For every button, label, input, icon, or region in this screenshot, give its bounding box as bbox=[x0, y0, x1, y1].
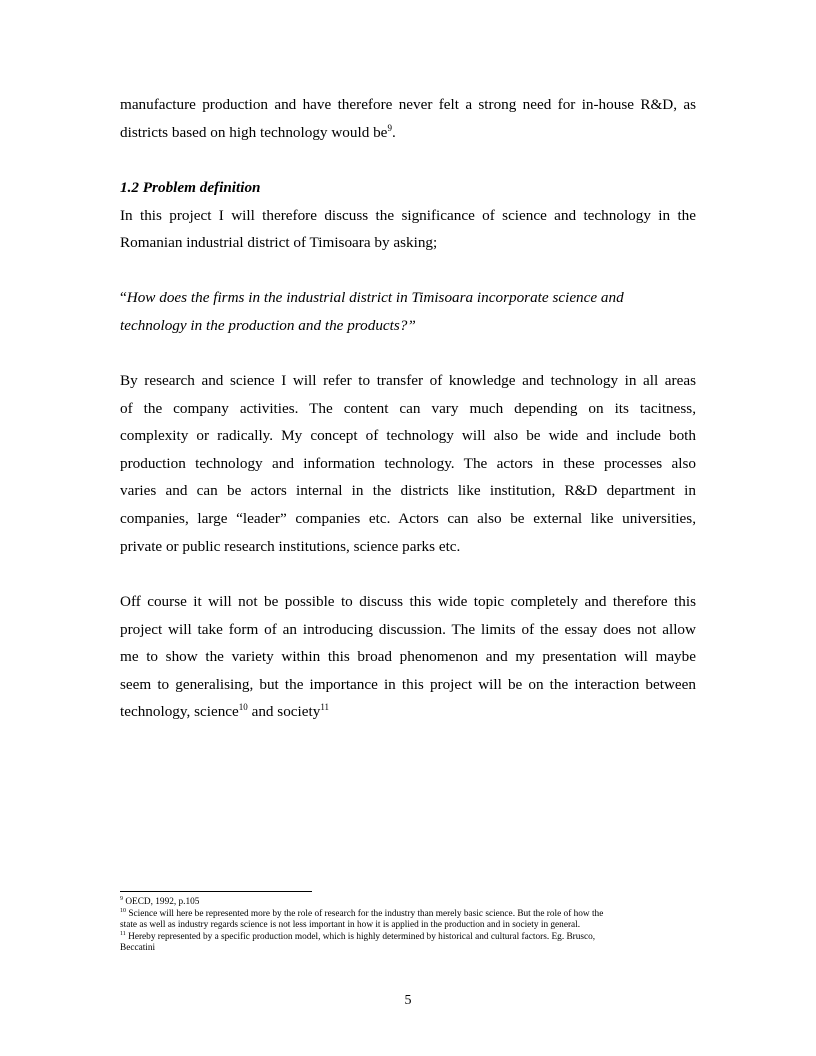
footnote-number: 11 bbox=[120, 930, 126, 937]
footnote-ref-9[interactable]: 9 bbox=[387, 122, 392, 133]
question-text: How does the firms in the industrial district in Timisoara incorporate science and bbox=[126, 289, 624, 306]
footnote-10 bbox=[120, 909, 696, 921]
footnote-number: 10 bbox=[120, 907, 126, 914]
text-fragment: districts based on high technology would be bbox=[120, 123, 388, 141]
text-line: project will take form of an introducing discussion. The limits of the essay does not allow bbox=[120, 620, 696, 638]
paragraph-research-science bbox=[120, 367, 696, 560]
footnote-11-continued: Beccatini bbox=[120, 943, 156, 953]
text-line: production technology and information technology. The actors in these processes also bbox=[120, 454, 696, 472]
text-line: private or public research institutions, science parks etc. bbox=[120, 537, 461, 555]
text-line: complexity or radically. My concept of technology will also be wide and include both bbox=[120, 427, 696, 445]
footnote-text: OECD, 1992, p.105 bbox=[123, 897, 200, 907]
text-line: seem to generalising, but the importance in this project will be on the interaction between bbox=[120, 675, 696, 693]
footnote-separator bbox=[120, 891, 312, 892]
section-heading: 1.2 Problem definition bbox=[120, 179, 261, 196]
open-quote: “ bbox=[120, 289, 127, 306]
footnote-10-continued: state as well as industry regards science is not less important in how it is applied in the production and in society in general. bbox=[120, 920, 581, 930]
continuation-paragraph bbox=[120, 91, 696, 146]
text-line: By research and science I will refer to transfer of knowledge and technology in all areas bbox=[120, 372, 696, 389]
footnotes bbox=[120, 897, 696, 955]
text-line: Romanian industrial district of Timisoara by asking; bbox=[120, 234, 438, 252]
text-line: varies and can be actors internal in the districts like institution, R&D department in bbox=[120, 482, 696, 500]
research-question bbox=[120, 284, 696, 339]
text-line: manufacture production and have therefore never felt a strong need for in-house R&D, as bbox=[120, 96, 696, 113]
footnote-11 bbox=[120, 932, 696, 944]
text-fragment: . bbox=[391, 123, 396, 141]
footnote-text: Science will here be represented more by the role of research for the industry than merely basic science. But the role of how the bbox=[126, 908, 604, 919]
text-line: companies, large “leader” companies etc. Actors can also be external like universities, bbox=[120, 509, 696, 527]
text-fragment: technology, science bbox=[120, 703, 239, 721]
text-line bbox=[120, 284, 696, 312]
footnote-9 bbox=[120, 897, 696, 909]
text-line bbox=[120, 119, 696, 147]
footnote-ref-11[interactable]: 11 bbox=[320, 702, 329, 713]
text-line: me to show the variety within this broad phenomenon and my presentation will maybe bbox=[120, 648, 696, 666]
page-number: 5 bbox=[404, 993, 412, 1008]
paragraph-limitations bbox=[120, 588, 696, 726]
question-text: technology in the production and the products?” bbox=[120, 316, 416, 334]
text-fragment: and society bbox=[247, 703, 321, 721]
footnote-ref-10[interactable]: 10 bbox=[238, 702, 248, 713]
text-line bbox=[120, 698, 696, 726]
text-line: of the company activities. The content can vary much depending on its tacitness, bbox=[120, 399, 696, 417]
footnote-text: Hereby represented by a specific production model, which is highly determined by historical and cultural factors. Eg. Brusco, bbox=[125, 931, 596, 942]
problem-definition-section bbox=[120, 174, 696, 257]
footnote-number: 9 bbox=[120, 895, 123, 902]
text-line: In this project I will therefore discuss the significance of science and technology in the bbox=[120, 206, 696, 224]
text-line: Off course it will not be possible to discuss this wide topic completely and therefore this bbox=[120, 593, 696, 610]
